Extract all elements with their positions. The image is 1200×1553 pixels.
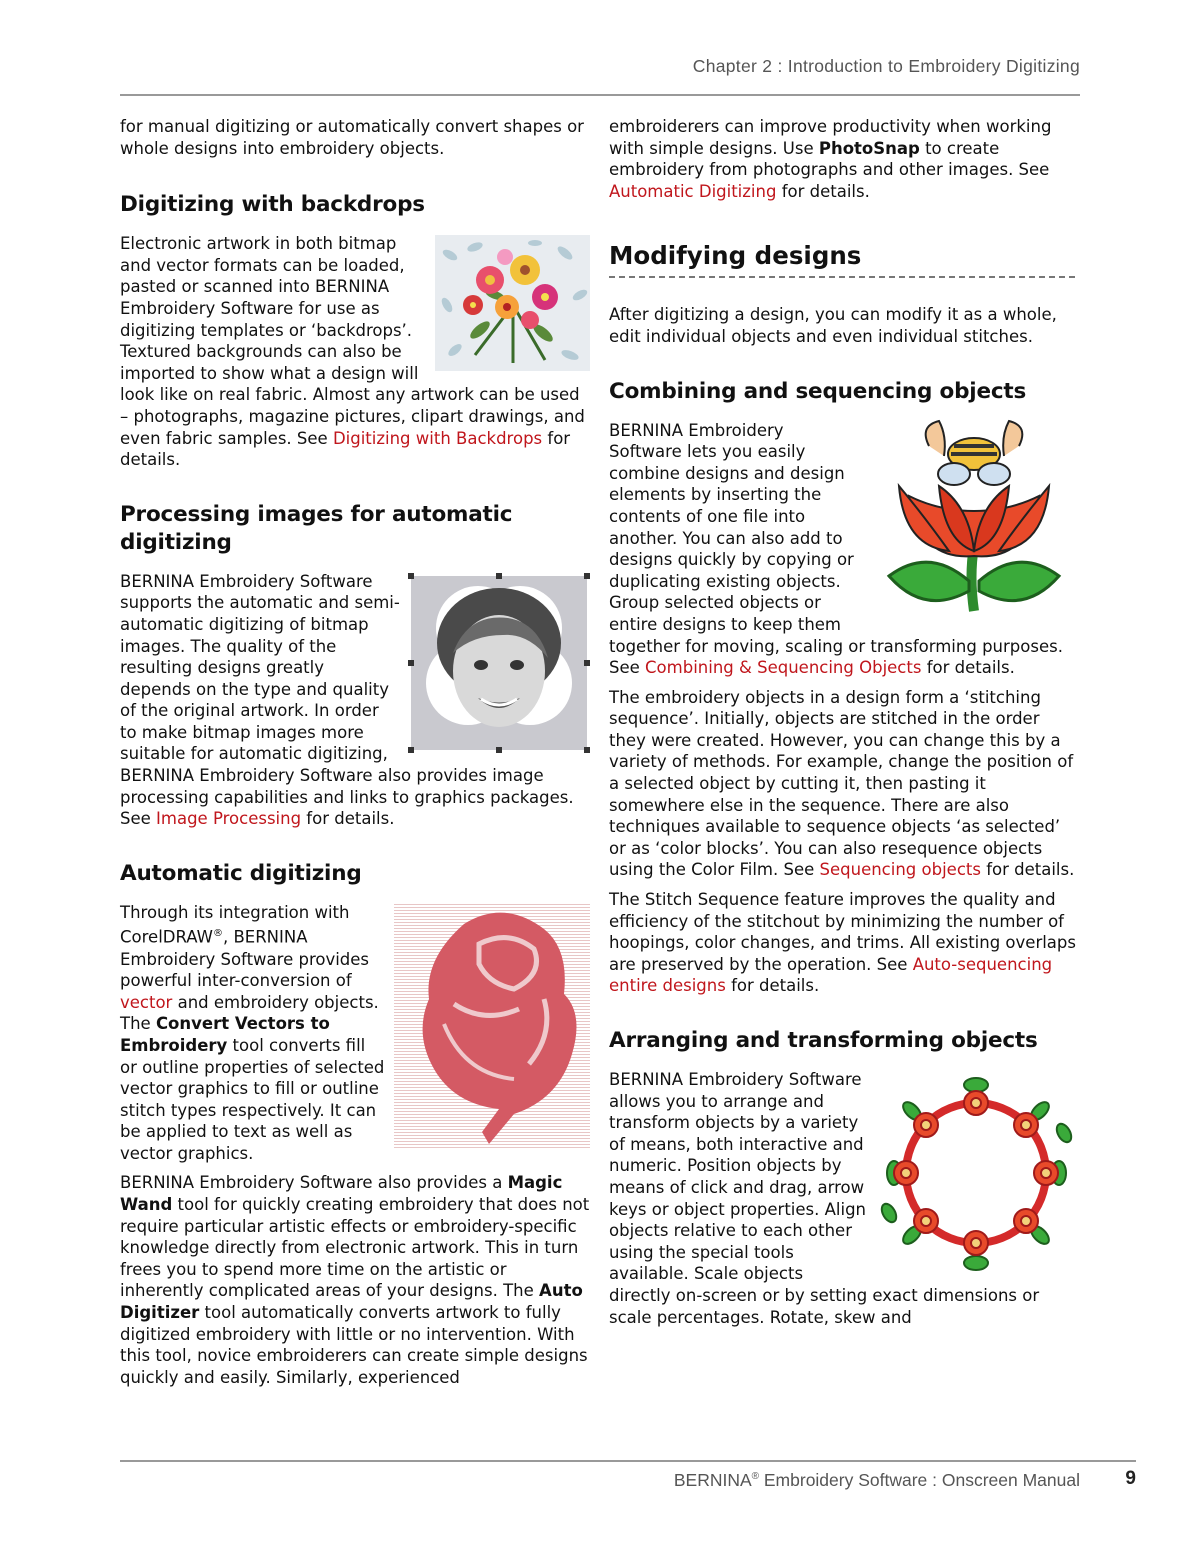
link-combining-sequencing[interactable]: Combining & Sequencing Objects — [645, 658, 922, 678]
heading-modifying-designs: Modifying designs — [609, 241, 862, 271]
flower-bee-embroidery-image — [869, 416, 1079, 616]
dashed-rule — [609, 276, 1075, 278]
auto-paragraph-2: BERNINA Embroidery Software also provides a Magic Wand tool for quickly creating embroidery that does not require particular artistic effects or embroidery-specific knowledge directly from electronic artwork. This in turn frees you to spend more time on the artistic or inherently complicated areas of your designs. The Auto Digitizer tool automatically converts artwork to fully digitized embroidery with little or no intervention. With this tool, novice embroiderers can create simple designs quickly and easily. Similarly, experienced — [120, 1173, 590, 1387]
heading-processing-images: Processing images for automatic digitizing — [120, 501, 513, 555]
heading-digitizing-backdrops: Digitizing with backdrops — [120, 192, 425, 218]
combining-paragraph-3: The Stitch Sequence feature improves the quality and efficiency of the stitchout by minimizing the number of hoopings, color changes, and trims. All existing overlaps are preserved by the operation. See Auto-sequencing entire designs for details. — [609, 890, 1076, 996]
page-number: 9 — [1125, 1468, 1136, 1489]
combining-paragraph-1: BERNINA Embroidery Software lets you easily combine designs and design elements by inserting the contents of one file into another. You can also add to designs quickly by copying or duplicating existing objects. Group selected objects or entire designs to keep them together for moving, scaling or transforming purposes. See Combining & Sequencing Objects for details. — [609, 420, 1063, 678]
intro-paragraph: for manual digitizing or automatically convert shapes or whole designs into embroidery objects. — [120, 117, 584, 158]
right-intro-paragraph: embroiderers can improve productivity when working with simple designs. Use PhotoSnap to create embroidery from photographs and other images. See Automatic Digitizing for details. — [609, 117, 1052, 201]
heading-arranging-transforming: Arranging and transforming objects — [609, 1028, 1038, 1053]
link-sequencing-objects[interactable]: Sequencing objects — [819, 860, 981, 880]
floral-backdrop-image — [435, 235, 590, 371]
page-footer — [120, 1460, 1136, 1502]
left-column — [120, 116, 590, 1396]
processing-paragraph: BERNINA Embroidery Software supports the automatic and semi-automatic digitizing of bitmap images. The quality of the resulting designs greatly depends on the type and quality of the original artwork. In order to make bitmap images more suitable for automatic digitizing, BERNINA Embroidery Software also provides image processing capabilities and links to graphics packages. See Image Processing for details. — [120, 571, 574, 829]
chapter-title: Chapter 2 : Introduction to Embroidery Digitizing — [692, 56, 1080, 76]
rose-embroidery-image — [394, 904, 590, 1148]
link-automatic-digitizing[interactable]: Automatic Digitizing — [609, 181, 777, 201]
arranging-paragraph: BERNINA Embroidery Software allows you to arrange and transform objects by a variety of means, both interactive and numeric. Position objects by means of click and drag, arrow keys or object properties. Align objects relative to each other using the special tools available. Scale objects directly on-screen or by setting exact dimensions or scale percentages. Rotate, skew and — [609, 1070, 1040, 1327]
backdrops-paragraph: Electronic artwork in both bitmap and vector formats can be loaded, pasted or scanned into BERNINA Embroidery Software for use as digitizing templates or ‘backdrops’. Textured backgrounds can also be imported to show what a design will look like on real fabric. Almost any artwork can be used – photographs, magazine pictures, clipart drawings, and even fabric samples. See Digitizing with Backdrops for details. — [120, 234, 585, 470]
manual-title: BERNINA® Embroidery Software : Onscreen Manual — [673, 1470, 1080, 1490]
auto-paragraph-1: Through its integration with CorelDRAW®, BERNINA Embroidery Software provides powerful inter-conversion of vector and embroidery objects. The Convert Vectors to Embroidery tool converts fill or outline properties of selected vector graphics to fill or outline stitch types respectively. It can be applied to text as well as vector graphics. — [120, 902, 385, 1163]
link-auto-sequencing[interactable]: Auto-sequencing entire designs — [609, 954, 1053, 996]
modifying-paragraph: After digitizing a design, you can modify it as a whole, edit individual objects and even individual stitches. — [609, 305, 1057, 346]
page-header — [120, 54, 1080, 96]
right-column — [609, 116, 1079, 1336]
heading-automatic-digitizing: Automatic digitizing — [120, 860, 362, 886]
link-vector[interactable]: vector — [120, 992, 173, 1012]
combining-paragraph-2: The embroidery objects in a design form a ‘stitching sequence’. Initially, objects are stitched in the order they were created. However, you can change this by a variety of methods. For example, change the position of a selected object by cutting it, then pasting it somewhere else in the sequence. There are also techniques available to sequence objects ‘as selected’ or as ‘color blocks’. You can also resequence objects using the Color Film. See Sequencing objects for details. — [609, 687, 1075, 880]
link-digitizing-backdrops[interactable]: Digitizing with Backdrops — [332, 428, 543, 448]
child-photo-image — [408, 573, 590, 753]
link-image-processing[interactable]: Image Processing — [156, 809, 302, 829]
heading-combining-sequencing: Combining and sequencing objects — [609, 378, 1027, 404]
floral-wreath-embroidery-image — [874, 1073, 1079, 1273]
